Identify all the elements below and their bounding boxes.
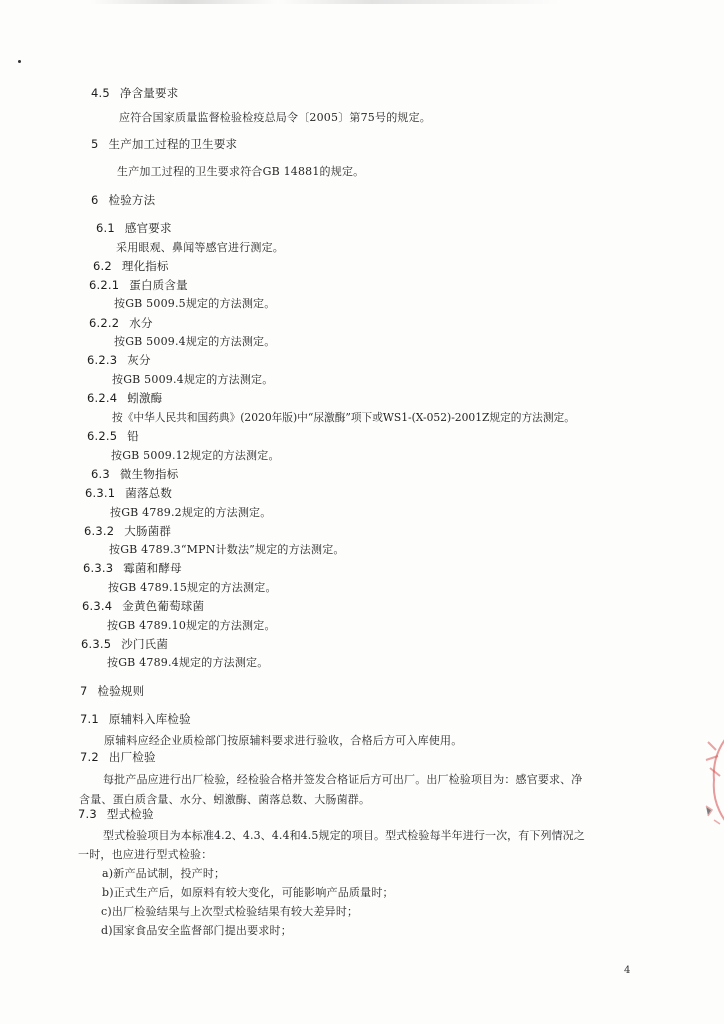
section-6-3-3-text: 按GB 4789.15规定的方法测定。	[108, 581, 277, 594]
section-6-2-2-heading: 6.2.2 水分	[89, 316, 153, 330]
section-4-5-text: 应符合国家质量监督检验检疫总局令〔2005〕第75号的规定。	[119, 111, 431, 124]
section-6-2-4-text: 按《中华人民共和国药典》(2020年版)中“尿激酶”项下或WS1-(X-052)-2001Z规定的方法测定。	[112, 411, 575, 424]
section-7-3-text-line1: 型式检验项目为本标准4.2、4.3、4.4和4.5规定的项目。型式检验每半年进行一次，有下列情况之	[103, 829, 585, 842]
section-5-text: 生产加工过程的卫生要求符合GB 14881的规定。	[117, 165, 365, 178]
section-5-heading: 5 生产加工过程的卫生要求	[91, 137, 238, 151]
section-6-3-4-heading: 6.3.4 金黄色葡萄球菌	[82, 599, 205, 613]
section-6-2-3-heading: 6.2.3 灰分	[87, 353, 151, 367]
scan-dot	[18, 60, 21, 63]
section-7-heading: 7 检验规则	[80, 684, 145, 698]
section-6-2-1-heading: 6.2.1 蛋白质含量	[89, 278, 188, 292]
section-7-1-heading: 7.1 原辅料入库检验	[80, 712, 191, 726]
section-6-1-heading: 6.1 感官要求	[96, 221, 172, 235]
section-7-3-item-c: c)出厂检验结果与上次型式检验结果有较大差异时；	[101, 905, 359, 918]
section-6-3-2-text: 按GB 4789.3“MPN计数法”规定的方法测定。	[109, 543, 345, 556]
section-6-3-5-text: 按GB 4789.4规定的方法测定。	[107, 656, 269, 669]
section-7-1-text: 原辅料应经企业质检部门按原辅料要求进行验收，合格后方可入库使用。	[104, 734, 463, 747]
section-6-2-3-text: 按GB 5009.4规定的方法测定。	[112, 373, 274, 386]
section-7-3-item-b: b)正式生产后，如原料有较大变化，可能影响产品质量时；	[102, 886, 394, 899]
section-6-3-heading: 6.3 微生物指标	[91, 467, 179, 481]
section-6-3-5-heading: 6.3.5 沙门氏菌	[81, 637, 169, 651]
section-6-3-3-heading: 6.3.3 霉菌和酵母	[83, 561, 182, 575]
page-number: 4	[624, 965, 631, 976]
section-7-2-text-line2: 含量、蛋白质含量、水分、蚓激酶、菌落总数、大肠菌群。	[79, 793, 371, 806]
section-6-2-heading: 6.2 理化指标	[93, 259, 169, 273]
section-6-3-2-heading: 6.3.2 大肠菌群	[84, 524, 172, 538]
section-6-3-1-heading: 6.3.1 菌落总数	[85, 486, 173, 500]
section-7-3-heading: 7.3 型式检验	[78, 807, 154, 821]
section-4-5-heading: 4.5 净含量要求	[91, 86, 179, 100]
section-6-1-text: 采用眼观、鼻闻等感官进行测定。	[116, 241, 284, 254]
section-6-2-4-heading: 6.2.4 蚓激酶	[87, 391, 163, 405]
section-7-3-item-d: d)国家食品安全监督部门提出要求时；	[101, 924, 292, 937]
section-6-2-5-text: 按GB 5009.12规定的方法测定。	[111, 449, 280, 462]
section-7-3-item-a: a)新产品试制，投产时；	[102, 867, 226, 880]
section-6-3-4-text: 按GB 4789.10规定的方法测定。	[107, 619, 276, 632]
section-6-2-1-text: 按GB 5009.5规定的方法测定。	[114, 297, 276, 310]
section-7-2-heading: 7.2 出厂检验	[80, 750, 156, 764]
section-6-3-1-text: 按GB 4789.2规定的方法测定。	[110, 506, 272, 519]
seal-stamp-partial	[700, 720, 724, 840]
section-7-2-text-line1: 每批产品应进行出厂检验，经检验合格并签发合格证后方可出厂。出厂检验项目为：感官要求、净	[103, 773, 583, 786]
scan-noise	[90, 0, 560, 4]
section-6-heading: 6 检验方法	[91, 193, 156, 207]
section-7-3-text-line2: 一时，也应进行型式检验：	[78, 848, 213, 861]
section-6-2-5-heading: 6.2.5 铅	[87, 429, 139, 443]
section-6-2-2-text: 按GB 5009.4规定的方法测定。	[114, 335, 276, 348]
